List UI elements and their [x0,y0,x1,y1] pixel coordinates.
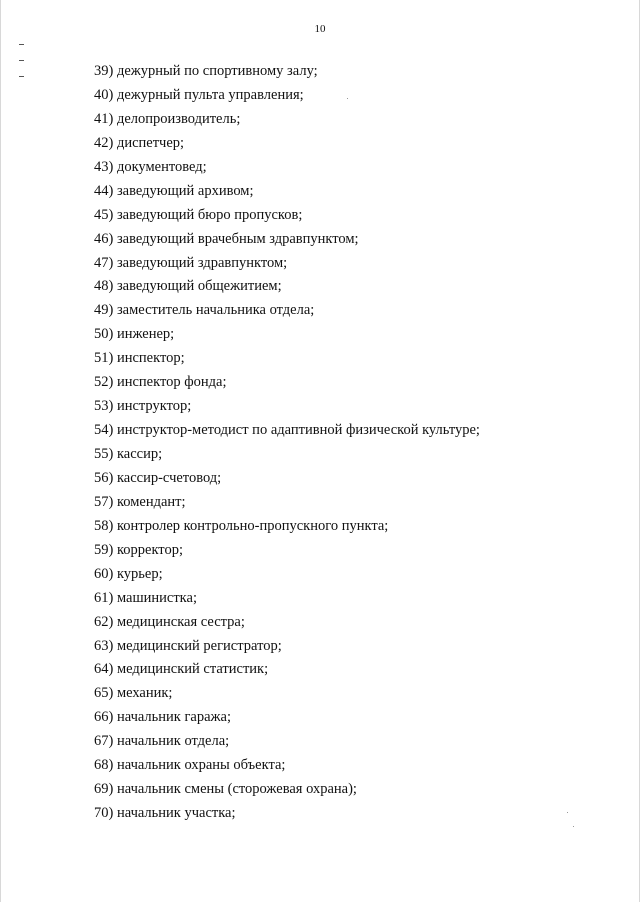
page-number: 10 [314,23,326,35]
margin-mark [19,60,24,61]
list-item: 63) медицинский регистратор; [94,637,282,654]
list-item: 58) контролер контрольно-пропускного пункта; [94,517,389,534]
list-item: 48) заведующий общежитием; [94,278,282,295]
list-item: 52) инспектор фонда; [94,374,227,391]
list-item: 42) диспетчер; [94,134,185,151]
list-item: 54) инструктор-методист по адаптивной физической культуре; [94,422,480,439]
list-item: 39) дежурный по спортивному залу; [94,63,318,79]
list-item: 51) инспектор; [94,350,185,367]
list-item: 44) заведующий архивом; [94,182,254,199]
list-item: 50) инженер; [94,326,175,343]
list-item: 59) корректор; [94,541,183,558]
list-item: 55) кассир; [94,446,163,462]
list-item: 47) заведующий здравпунктом; [94,254,288,271]
list-item: 41) делопроизводитель; [94,110,241,127]
scan-speck [567,812,568,813]
list-item: 60) курьер; [94,565,163,582]
list-item: 65) механик; [94,685,173,702]
list-item: 56) кассир-счетовод; [94,469,222,486]
list-item: 66) начальник гаража; [94,709,232,726]
list-item: 62) медицинская сестра; [94,613,245,630]
list-item: 43) документовед; [94,158,207,175]
list-item: 46) заведующий врачебным здравпунктом; [94,230,359,247]
list-item: 61) машинистка; [94,589,197,606]
list-item: 70) начальник участка; [94,805,236,822]
list-item: 53) инструктор; [94,398,192,415]
margin-mark [19,44,24,45]
list-item: 57) комендант; [94,493,186,510]
scan-speck [573,826,574,827]
positions-list [94,60,480,826]
list-item: 67) начальник отдела; [94,733,230,750]
list-item: 40) дежурный пульта управления; [94,86,304,103]
margin-mark [19,76,24,77]
list-item: 68) начальник охраны объекта; [94,757,286,774]
list-item: 49) заместитель начальника отдела; [94,302,315,319]
list-item: 64) медицинский статистик; [94,661,269,678]
list-item: 45) заведующий бюро пропусков; [94,206,303,223]
list-item: 69) начальник смены (сторожевая охрана); [94,781,357,798]
